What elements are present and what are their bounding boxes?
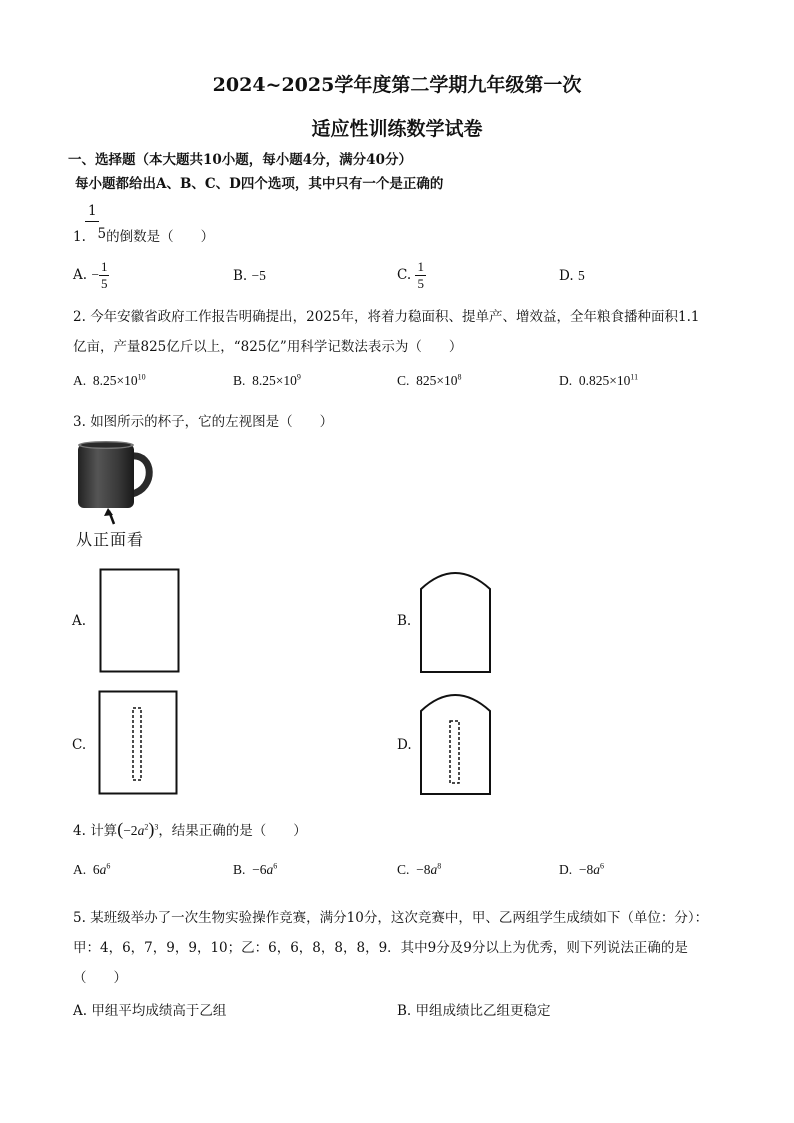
q1-a-num: 1 bbox=[100, 259, 108, 274]
option-label: D. bbox=[559, 373, 573, 388]
q1-fraction-numerator: 1 bbox=[88, 203, 97, 219]
mug-caption: 从正面看 bbox=[76, 530, 145, 549]
q4-c-exp: 8 bbox=[437, 861, 442, 871]
q5-b-text: 甲组成绩比乙组更稳定 bbox=[415, 1003, 551, 1019]
q4-option-b[interactable] bbox=[233, 862, 277, 878]
q1-c-fraction bbox=[415, 259, 426, 292]
q2-stem-line1: 今年安徽省政府工作报告明确提出，2025年，将着力稳面积、提单产、增效益，全年粮食播种面积1.1 bbox=[90, 309, 700, 325]
q4-d-coef: −8 bbox=[578, 862, 594, 877]
section-heading: 一、选择题（本大题共10小题，每小题4分，满分40分） bbox=[68, 152, 412, 168]
option-label: B. bbox=[397, 1003, 412, 1019]
q1-option-a[interactable] bbox=[73, 259, 109, 292]
q5-stem-line1: 某班级举办了一次生物实验操作竞赛，满分10分，这次竞赛中，甲、乙两组学生成绩如下（单位：分）： bbox=[90, 910, 709, 926]
mug-image bbox=[70, 436, 160, 526]
q2-c-exp: 8 bbox=[457, 372, 462, 382]
option-label: D. bbox=[559, 268, 574, 284]
q5-stem-line2: 甲：4，6，7，9，9，10；乙：6，6，8，8，8，9．其中9分及9分以上为优秀，则下列说法正确的是 bbox=[73, 940, 688, 956]
q5-number: 5. bbox=[73, 910, 86, 926]
q4-paren-open: ( bbox=[117, 819, 124, 839]
q4-c-coef: −8 bbox=[416, 862, 431, 877]
q2-option-d[interactable] bbox=[559, 373, 638, 389]
q4-option-c[interactable] bbox=[397, 862, 441, 878]
q4-stem-suffix: ，结果正确的是（ ） bbox=[158, 823, 307, 839]
exam-title-line1: 2024~2025学年度第二学期九年级第一次 bbox=[212, 74, 582, 96]
option-label: C. bbox=[397, 267, 412, 283]
option-label: C. bbox=[397, 373, 410, 388]
q4-expr-var: a bbox=[137, 823, 145, 838]
q4-b-var: a bbox=[266, 862, 274, 877]
q4-expr-outer-exp: 3 bbox=[154, 822, 159, 832]
q1-c-den: 5 bbox=[417, 276, 424, 291]
q5-a-text: 甲组平均成绩高于乙组 bbox=[91, 1003, 227, 1019]
q1-fraction-denominator: 5 bbox=[97, 226, 107, 242]
q2-line1 bbox=[73, 305, 700, 325]
q2-a-base: 8.25×10 bbox=[92, 373, 138, 388]
q2-d-exp: 11 bbox=[630, 372, 639, 382]
q3-stem: 如图所示的杯子，它的左视图是（ ） bbox=[90, 414, 334, 430]
option-label: A. bbox=[73, 267, 88, 283]
q5-option-b[interactable] bbox=[397, 999, 551, 1019]
q4-a-coef: 6 bbox=[92, 862, 100, 877]
option-label: B. bbox=[233, 373, 246, 388]
q1-stem: 的倒数是（ ） bbox=[106, 229, 215, 245]
q4-a-var: a bbox=[99, 862, 107, 877]
q4-b-exp: 6 bbox=[273, 861, 278, 871]
q2-option-b[interactable] bbox=[233, 373, 301, 389]
q3-option-b-figure[interactable] bbox=[420, 567, 492, 673]
q3-option-d-figure[interactable] bbox=[420, 689, 492, 795]
q1-option-d[interactable] bbox=[559, 268, 585, 284]
q3-option-d-label[interactable]: D. bbox=[397, 737, 412, 753]
q4-paren-close: ) bbox=[148, 819, 155, 839]
option-label: B. bbox=[233, 268, 248, 284]
q1-a-fraction bbox=[99, 259, 110, 292]
exam-title-line2: 适应性训练数学试卷 bbox=[311, 118, 483, 140]
option-label: B. bbox=[233, 862, 246, 877]
q1-option-c[interactable] bbox=[397, 259, 426, 292]
q3-option-c-label[interactable]: C. bbox=[72, 737, 87, 753]
q3-option-b-label[interactable]: B. bbox=[397, 613, 412, 629]
q4-d-var: a bbox=[593, 862, 600, 877]
q1-row bbox=[73, 225, 214, 245]
q4-d-exp: 6 bbox=[600, 861, 604, 871]
q1-b-value: −5 bbox=[251, 268, 266, 283]
section-instruction: 每小题都给出A、B、C、D四个选项，其中只有一个是正确的 bbox=[75, 176, 444, 192]
q2-stem-line2: 亿亩，产量825亿斤以上，“825亿”用科学记数法表示为（ ） bbox=[73, 339, 463, 355]
q2-option-c[interactable] bbox=[397, 373, 462, 389]
q2-a-exp: 10 bbox=[137, 372, 146, 382]
q2-number: 2. bbox=[73, 309, 86, 325]
q4-stem-prefix: 计算 bbox=[90, 823, 118, 839]
q3-option-c-figure[interactable] bbox=[99, 691, 179, 795]
q4-number: 4. bbox=[73, 823, 86, 839]
option-label: A. bbox=[73, 373, 87, 388]
q2-d-base: 0.825×10 bbox=[578, 373, 631, 388]
q3-option-a-label[interactable]: A. bbox=[72, 613, 87, 629]
q2-b-base: 8.25×10 bbox=[252, 373, 297, 388]
q1-d-value: 5 bbox=[577, 268, 585, 283]
option-label: D. bbox=[559, 862, 573, 877]
q4-expr-coef: −2 bbox=[123, 823, 138, 838]
q4-b-coef: −6 bbox=[252, 862, 267, 877]
q5-line1 bbox=[73, 906, 708, 926]
option-label: A. bbox=[73, 862, 87, 877]
q4-option-a[interactable] bbox=[73, 862, 110, 878]
q3-number: 3. bbox=[73, 414, 86, 430]
q5-stem-line3: （ ） bbox=[73, 970, 127, 986]
q1-option-b[interactable] bbox=[233, 268, 266, 284]
q4-a-exp: 6 bbox=[106, 861, 111, 871]
q1-a-sign: − bbox=[91, 267, 99, 282]
q1-a-den: 5 bbox=[100, 276, 108, 291]
q1-number: 1. bbox=[73, 229, 86, 245]
q1-c-num: 1 bbox=[417, 259, 424, 274]
q2-c-base: 825×10 bbox=[416, 373, 458, 388]
q4-option-d[interactable] bbox=[559, 862, 604, 878]
q1-fraction-bar bbox=[85, 221, 99, 222]
option-label: A. bbox=[73, 1003, 88, 1019]
q3-option-a-figure[interactable] bbox=[100, 569, 180, 673]
q4-row bbox=[73, 819, 307, 840]
q4-c-var: a bbox=[430, 862, 438, 877]
q4-expr-inner-exp: 2 bbox=[144, 822, 149, 832]
q2-option-a[interactable] bbox=[73, 373, 146, 389]
option-label: C. bbox=[397, 862, 410, 877]
q2-b-exp: 9 bbox=[296, 372, 301, 382]
q3-row bbox=[73, 410, 333, 430]
q5-option-a[interactable] bbox=[73, 999, 226, 1019]
